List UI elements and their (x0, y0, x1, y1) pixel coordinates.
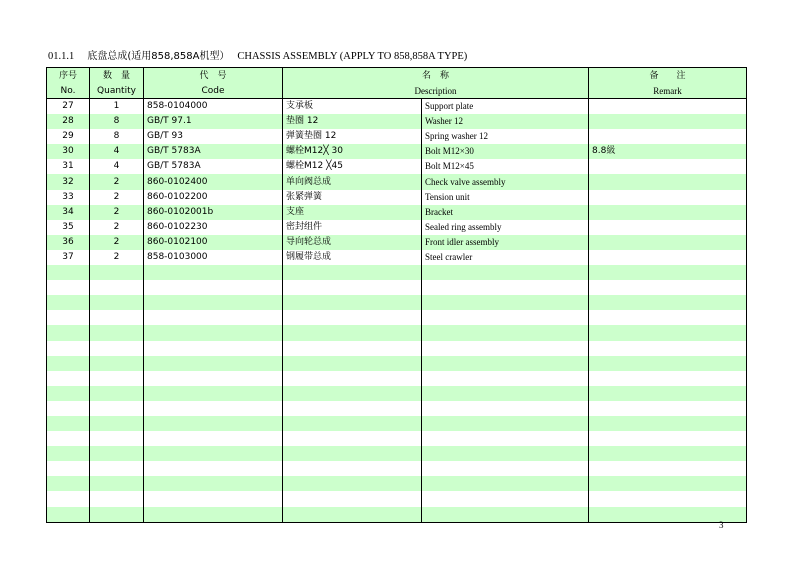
cell-qty (90, 461, 144, 476)
empty-table-row (47, 416, 747, 431)
cell-name-en (422, 295, 589, 310)
col-qty-en: Quantity (90, 83, 144, 99)
cell-no (47, 461, 90, 476)
cell-remark (589, 446, 747, 461)
cell-code (144, 371, 283, 386)
cell-name-en: Bolt M12×30 (422, 144, 589, 159)
cell-remark (589, 356, 747, 371)
cell-name-cn: 螺栓M12 ╳45 (283, 159, 422, 174)
cell-name-cn: 钢履带总成 (283, 250, 422, 265)
cell-remark (589, 250, 747, 265)
cell-no (47, 416, 90, 431)
empty-table-row (47, 461, 747, 476)
cell-code (144, 431, 283, 446)
cell-name-cn (283, 310, 422, 325)
cell-code (144, 507, 283, 523)
cell-qty: 2 (90, 250, 144, 265)
cell-remark (589, 461, 747, 476)
cell-qty (90, 446, 144, 461)
cell-name-en: Bracket (422, 205, 589, 220)
cell-name-cn (283, 431, 422, 446)
cell-name-en: Check valve assembly (422, 174, 589, 189)
cell-no (47, 325, 90, 340)
cell-no (47, 401, 90, 416)
section-number: 01.1.1 (48, 51, 75, 62)
cell-name-en (422, 386, 589, 401)
col-desc-cn: 名 称 (283, 68, 589, 84)
cell-remark: 8.8級 (589, 144, 747, 159)
col-desc-en: Description (283, 83, 589, 99)
cell-code (144, 386, 283, 401)
cell-remark (589, 386, 747, 401)
cell-no (47, 446, 90, 461)
cell-qty: 8 (90, 129, 144, 144)
cell-code: 860-0102200 (144, 190, 283, 205)
cell-name-cn: 张紧弹簧 (283, 190, 422, 205)
cell-no (47, 507, 90, 523)
cell-name-cn (283, 491, 422, 506)
cell-name-cn (283, 356, 422, 371)
cell-remark (589, 220, 747, 235)
title-chinese: 底盘总成(适用858,858A机型） (87, 51, 230, 62)
cell-name-cn: 导向轮总成 (283, 235, 422, 250)
cell-no (47, 431, 90, 446)
cell-remark (589, 295, 747, 310)
cell-remark (589, 129, 747, 144)
cell-qty (90, 507, 144, 523)
empty-table-row (47, 265, 747, 280)
table-row (47, 144, 747, 159)
empty-table-row (47, 386, 747, 401)
cell-remark (589, 280, 747, 295)
empty-table-row (47, 431, 747, 446)
cell-qty (90, 325, 144, 340)
col-remark-en: Remark (589, 83, 747, 99)
cell-code (144, 476, 283, 491)
table-row (47, 205, 747, 220)
cell-no: 37 (47, 250, 90, 265)
cell-no (47, 476, 90, 491)
cell-name-en: Bolt M12×45 (422, 159, 589, 174)
cell-remark (589, 476, 747, 491)
cell-code: 860-0102230 (144, 220, 283, 235)
col-code-cn: 代 号 (144, 68, 283, 84)
header-row-english (47, 83, 747, 99)
empty-table-row (47, 401, 747, 416)
empty-table-row (47, 310, 747, 325)
cell-name-en (422, 446, 589, 461)
cell-name-en (422, 431, 589, 446)
cell-code: GB/T 97.1 (144, 114, 283, 129)
col-no-cn: 序号 (47, 68, 90, 84)
cell-code (144, 341, 283, 356)
table-row (47, 129, 747, 144)
cell-qty: 8 (90, 114, 144, 129)
col-remark-cn: 备 注 (589, 68, 747, 84)
empty-table-row (47, 476, 747, 491)
cell-name-cn (283, 386, 422, 401)
cell-name-cn (283, 295, 422, 310)
cell-qty (90, 310, 144, 325)
empty-table-row (47, 446, 747, 461)
empty-table-row (47, 325, 747, 340)
cell-no: 29 (47, 129, 90, 144)
cell-qty: 2 (90, 174, 144, 189)
cell-name-en (422, 401, 589, 416)
cell-code: 860-0102400 (144, 174, 283, 189)
cell-remark (589, 205, 747, 220)
cell-remark (589, 99, 747, 115)
parts-table (46, 67, 747, 523)
cell-remark (589, 265, 747, 280)
cell-no (47, 280, 90, 295)
empty-table-row (47, 280, 747, 295)
table-row (47, 220, 747, 235)
cell-name-en (422, 341, 589, 356)
cell-no (47, 356, 90, 371)
cell-code (144, 310, 283, 325)
cell-no: 28 (47, 114, 90, 129)
cell-name-cn (283, 401, 422, 416)
cell-code: GB/T 5783A (144, 159, 283, 174)
cell-name-cn: 支承板 (283, 99, 422, 115)
cell-name-cn: 垫圈 12 (283, 114, 422, 129)
cell-name-en: Tension unit (422, 190, 589, 205)
cell-no: 32 (47, 174, 90, 189)
empty-table-row (47, 356, 747, 371)
cell-qty (90, 371, 144, 386)
cell-remark (589, 310, 747, 325)
empty-table-row (47, 295, 747, 310)
cell-name-cn (283, 341, 422, 356)
cell-name-cn (283, 416, 422, 431)
cell-remark (589, 114, 747, 129)
cell-no (47, 310, 90, 325)
cell-qty: 2 (90, 205, 144, 220)
cell-name-en: Front idler assembly (422, 235, 589, 250)
cell-name-en: Support plate (422, 99, 589, 115)
cell-code (144, 265, 283, 280)
cell-code (144, 325, 283, 340)
cell-name-en: Spring washer 12 (422, 129, 589, 144)
empty-table-row (47, 507, 747, 523)
cell-no: 31 (47, 159, 90, 174)
table-row (47, 159, 747, 174)
cell-remark (589, 174, 747, 189)
cell-code: 860-0102001b (144, 205, 283, 220)
cell-name-cn (283, 265, 422, 280)
page-number: 3 (719, 520, 724, 530)
cell-name-en (422, 280, 589, 295)
title-english: CHASSIS ASSEMBLY (APPLY TO 858,858A TYPE) (237, 51, 468, 62)
cell-code: 858-0104000 (144, 99, 283, 115)
cell-name-cn (283, 371, 422, 386)
cell-no (47, 371, 90, 386)
cell-no: 35 (47, 220, 90, 235)
cell-name-cn (283, 461, 422, 476)
cell-qty (90, 431, 144, 446)
cell-qty: 4 (90, 144, 144, 159)
cell-code (144, 401, 283, 416)
cell-name-cn: 支座 (283, 205, 422, 220)
cell-qty (90, 356, 144, 371)
cell-name-cn (283, 446, 422, 461)
empty-table-row (47, 341, 747, 356)
cell-name-cn (283, 476, 422, 491)
col-code-en: Code (144, 83, 283, 99)
cell-remark (589, 235, 747, 250)
cell-remark (589, 190, 747, 205)
header-row-chinese (47, 68, 747, 84)
cell-name-en: Steel crawler (422, 250, 589, 265)
cell-no (47, 341, 90, 356)
cell-name-en (422, 491, 589, 506)
cell-code (144, 356, 283, 371)
cell-no: 36 (47, 235, 90, 250)
cell-code: GB/T 93 (144, 129, 283, 144)
cell-qty (90, 401, 144, 416)
cell-qty: 2 (90, 235, 144, 250)
cell-name-cn: 弹簧垫圈 12 (283, 129, 422, 144)
cell-qty: 2 (90, 220, 144, 235)
cell-no (47, 386, 90, 401)
cell-name-en (422, 461, 589, 476)
cell-remark (589, 491, 747, 506)
col-no-en: No. (47, 83, 90, 99)
cell-code (144, 491, 283, 506)
cell-name-en (422, 310, 589, 325)
cell-name-cn: 单向阀总成 (283, 174, 422, 189)
cell-remark (589, 431, 747, 446)
cell-qty (90, 280, 144, 295)
document-title (48, 47, 467, 62)
cell-name-en (422, 416, 589, 431)
cell-no (47, 265, 90, 280)
cell-no (47, 295, 90, 310)
cell-code (144, 416, 283, 431)
cell-remark (589, 416, 747, 431)
col-qty-cn: 数 量 (90, 68, 144, 84)
cell-name-en (422, 325, 589, 340)
cell-qty: 4 (90, 159, 144, 174)
cell-no: 34 (47, 205, 90, 220)
cell-qty (90, 476, 144, 491)
table-row (47, 174, 747, 189)
cell-no: 30 (47, 144, 90, 159)
cell-name-cn (283, 507, 422, 523)
cell-code (144, 280, 283, 295)
cell-qty (90, 295, 144, 310)
cell-qty (90, 341, 144, 356)
cell-name-cn (283, 325, 422, 340)
cell-remark (589, 401, 747, 416)
cell-name-en (422, 356, 589, 371)
cell-qty (90, 265, 144, 280)
table-row (47, 250, 747, 265)
cell-code (144, 461, 283, 476)
cell-qty: 1 (90, 99, 144, 115)
cell-name-en (422, 476, 589, 491)
cell-code (144, 446, 283, 461)
table-row (47, 235, 747, 250)
cell-qty (90, 416, 144, 431)
cell-qty (90, 491, 144, 506)
cell-remark (589, 325, 747, 340)
cell-name-en (422, 371, 589, 386)
empty-table-row (47, 491, 747, 506)
cell-qty: 2 (90, 190, 144, 205)
cell-code: 860-0102100 (144, 235, 283, 250)
empty-table-row (47, 371, 747, 386)
cell-remark (589, 341, 747, 356)
cell-remark (589, 159, 747, 174)
cell-code: GB/T 5783A (144, 144, 283, 159)
cell-remark (589, 371, 747, 386)
table-row (47, 190, 747, 205)
cell-name-cn: 螺栓M12╳ 30 (283, 144, 422, 159)
cell-name-en (422, 265, 589, 280)
cell-code: 858-0103000 (144, 250, 283, 265)
table-row (47, 114, 747, 129)
cell-code (144, 295, 283, 310)
cell-no: 27 (47, 99, 90, 115)
cell-name-en: Washer 12 (422, 114, 589, 129)
cell-qty (90, 386, 144, 401)
cell-no: 33 (47, 190, 90, 205)
cell-no (47, 491, 90, 506)
cell-name-en: Sealed ring assembly (422, 220, 589, 235)
table-row (47, 99, 747, 115)
cell-name-en (422, 507, 589, 523)
cell-name-cn (283, 280, 422, 295)
cell-name-cn: 密封组件 (283, 220, 422, 235)
